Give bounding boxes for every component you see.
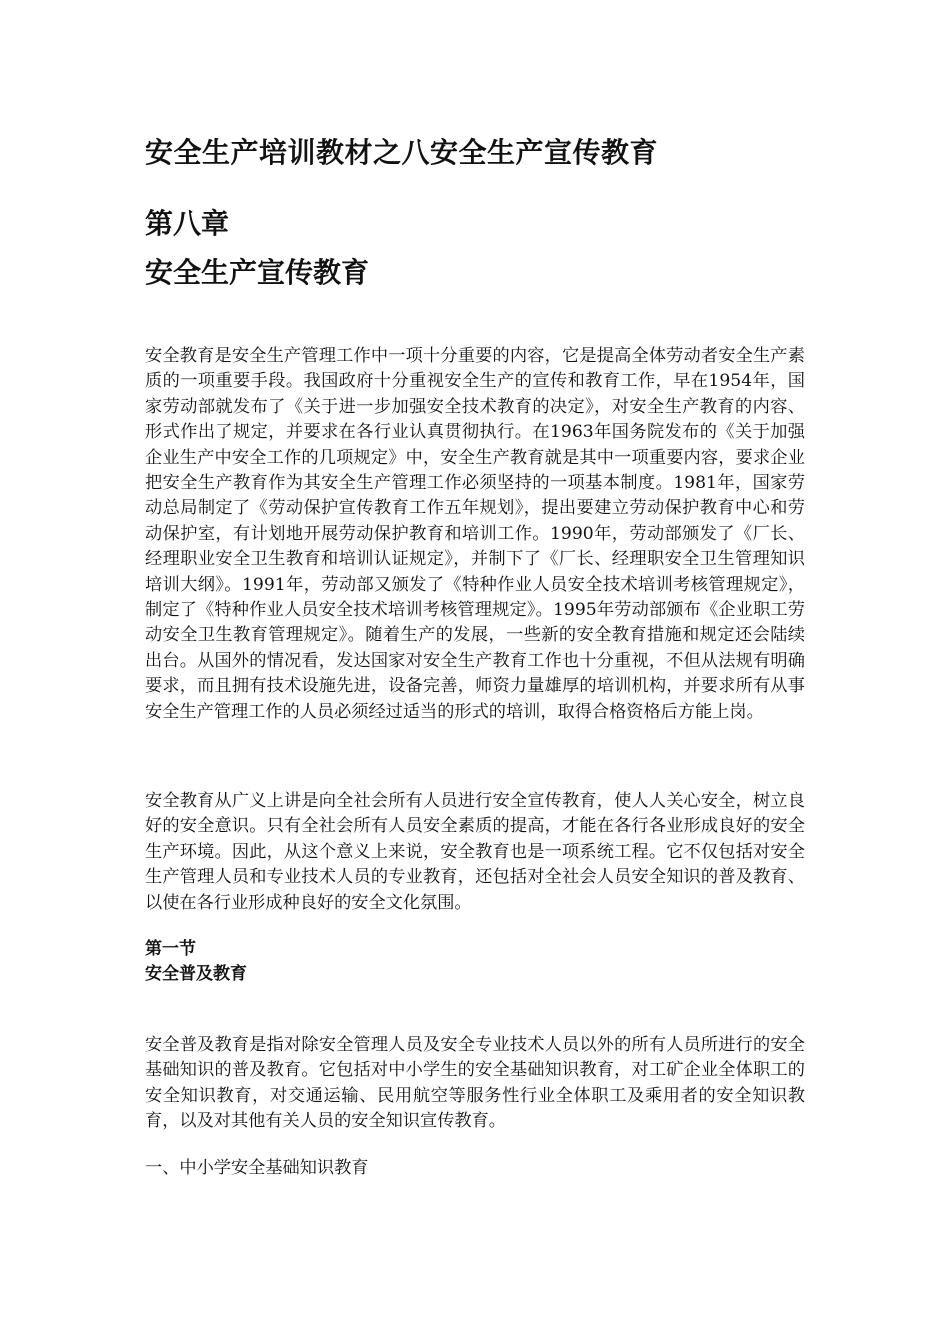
chapter-title: 安全生产宣传教育 <box>145 256 370 289</box>
paragraph-intro: 安全教育是安全生产管理工作中一项十分重要的内容，它是提高全体劳动者安全生产素质的一项重要手段。我国政府十分重视安全生产的宣传和教育工作，早在1954年，国家劳动部就发布了《关于进一步加强安全技术教育的决定》，对安全生产教育的内容、形式作出了规定，并要求在各行业认真贯彻执行。在1963年国务院发布的《关于加强企业生产中安全工作的几项规定》中，安全生产教育就是其中一项重要内容，要求企业把安全生产教育作为其安全生产管理工作必须坚持的一项基本制度。1981年，国家劳动总局制定了《劳动保护宣传教育工作五年规划》，提出要建立劳动保护教育中心和劳动保护室，有计划地开展劳动保护教育和培训工作。1990年，劳动部颁发了《厂长、经理职业安全卫生教育和培训认证规定》，并制下了《厂长、经理职安全卫生管理知识培训大纲》。1991年，劳动部又颁发了《特种作业人员安全技术培训考核管理规定》，制定了《特种作业人员安全技术培训考核管理规定》。1995年劳动部颁布《企业职工劳动安全卫生教育管理规定》。随着生产的发展，一些新的安全教育措施和规定还会陆续出台。从国外的情况看，发达国家对安全生产教育工作也十分重视，不但从法规有明确要求，而且拥有技术设施先进，设备完善，师资力量雄厚的培训机构，并要求所有从事安全生产管理工作的人员必须经过适当的形式的培训，取得合格资格后方能上岗。 <box>145 346 805 722</box>
section-number: 第一节 <box>145 939 196 959</box>
paragraph-popular-education: 安全普及教育是指对除安全管理人员及安全专业技术人员以外的所有人员所进行的安全基础知识的普及教育。它包括对中小学生的安全基础知识教育，对工矿企业全体职工的安全知识教育，对交通运输、民用航空等服务性行业全体职工及乘用者的安全知识教育，以及对其他有关人员的安全知识宣传教育。 <box>145 1035 805 1132</box>
section-title: 安全普及教育 <box>145 964 247 984</box>
paragraph-broad-education: 安全教育从广义上讲是向全社会所有人员进行安全宣传教育，使人人关心安全，树立良好的安全意识。只有全社会所有人员安全素质的提高，才能在各行各业形成良好的安全生产环境。因此，从这个意义上来说，安全教育也是一项系统工程。它不仅包括对安全生产管理人员和专业技术人员的专业教育，还包括对全社会人员安全知识的普及教育、以使在各行业形成种良好的安全文化氛围。 <box>145 791 805 913</box>
chapter-number: 第八章 <box>145 207 230 240</box>
document-title: 安全生产培训教材之八安全生产宣传教育 <box>145 136 659 169</box>
subsection-heading: 一、中小学安全基础知识教育 <box>145 1158 369 1178</box>
